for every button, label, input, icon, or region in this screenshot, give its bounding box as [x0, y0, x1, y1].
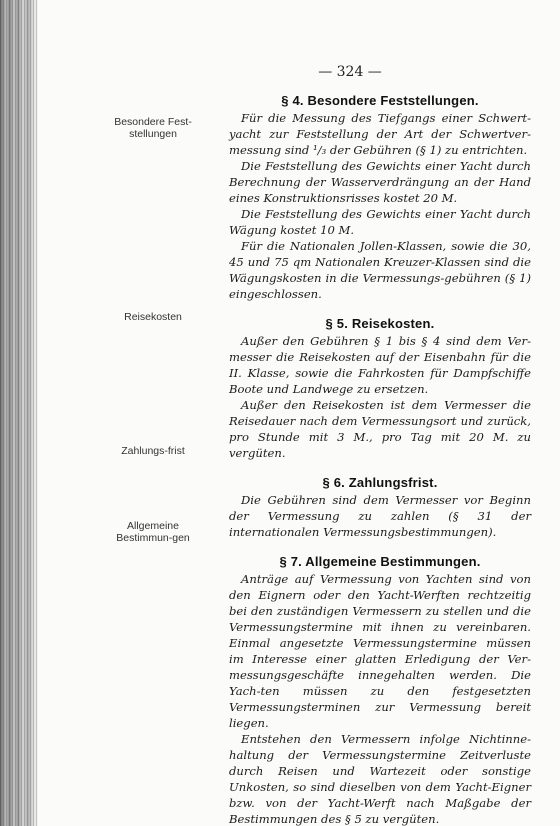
margin-note-zahlungsfrist: Zahlungs-frist	[121, 445, 185, 457]
section-5	[229, 316, 531, 461]
section-4	[229, 93, 531, 302]
page-number: — 324 —	[318, 64, 382, 80]
section-6	[229, 475, 531, 540]
margin-note-allgemeine-bestimmungen: Allgemeine Bestimmun-gen	[116, 520, 190, 544]
paragraph: Außer den Gebühren § 1 bis § 4 sind dem Ver-messer die Reisekosten auf der Eisenbahn für die II. Klasse, sowie die Fahrkosten für Dampfschiffe Boote und Landwege zu ersetzen.	[229, 334, 531, 396]
main-text-column	[229, 93, 531, 826]
margin-note-besondere-feststellungen: Besondere Fest-stellungen	[114, 116, 192, 140]
section-heading: § 5. Reisekosten.	[325, 316, 435, 331]
paragraph: Entstehen den Vermessern infolge Nichtinne-haltung der Vermessungstermine Zeitverluste durch Reisen und Wartezeit oder sonstige Unkosten, so sind dieselben von dem Yacht-Eigner bzw. von der Yacht-Werft nach Maßgabe der Bestimmungen des § 5 zu vergüten.	[229, 732, 531, 826]
paragraph: Für die Nationalen Jollen-Klassen, sowie die 30, 45 und 75 qm Nationalen Kreuzer-Klassen sind die Wägungskosten in die Vermessungs-gebühren (§ 1) eingeschlossen.	[229, 239, 531, 301]
section-heading: § 6. Zahlungsfrist.	[322, 475, 438, 490]
paragraph: Die Gebühren sind dem Vermesser vor Beginn der Vermessung zu zahlen (§ 31 der internationalen Vermessungsbestimmungen).	[229, 493, 531, 539]
page-edge-lines	[0, 0, 38, 826]
section-heading: § 7. Allgemeine Bestimmungen.	[279, 554, 481, 569]
paragraph: Für die Messung des Tiefgangs einer Schwert-yacht zur Feststellung der Art der Schwertver-messung sind ¹/₃ der Gebühren (§ 1) zu entrichten.	[229, 111, 531, 157]
section-heading: § 4. Besondere Feststellungen.	[281, 93, 479, 108]
paragraph: Anträge auf Vermessung von Yachten sind von den Eignern oder den Yacht-Werften rechtzeitig bei den zuständigen Vermessern zu stellen und die Vermessungstermine mit ihnen zu vereinbaren. Einmal angesetzte Vermessungstermine müssen im Interesse einer glatten Erledigung der Ver-messungsgeschäfte innegehalten werden. Die Yach-ten müssen zu den festgesetzten Vermessungsterminen zur Vermessung bereit liegen.	[229, 572, 531, 730]
section-7	[229, 554, 531, 826]
paragraph: Die Feststellung des Gewichts einer Yacht durch Wägung kostet 10 M.	[229, 207, 531, 237]
paragraph: Die Feststellung des Gewichts einer Yacht durch Berechnung der Wasserverdrängung an der Hand eines Konstruktionsrisses kostet 20 M.	[229, 159, 531, 205]
paragraph: Außer den Reisekosten ist dem Vermesser die Reisedauer nach dem Vermessungsort und zurück, pro Stunde mit 3 M., pro Tag mit 20 M. zu vergüten.	[229, 398, 531, 460]
margin-note-reisekosten: Reisekosten	[124, 311, 182, 323]
